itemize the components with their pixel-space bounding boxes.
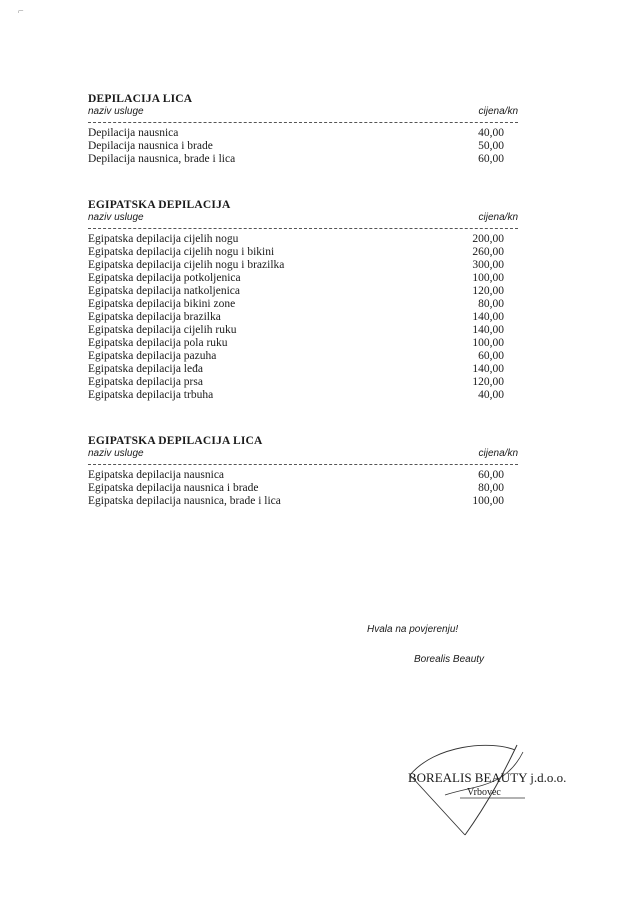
service-price: 100,00 <box>472 337 504 349</box>
service-name: Egipatska depilacija bikini zone <box>88 298 236 310</box>
column-header <box>88 448 518 460</box>
price-section <box>88 92 518 166</box>
service-price: 80,00 <box>478 298 504 310</box>
service-name: Depilacija nausnica, brade i lica <box>88 153 236 165</box>
service-price: 200,00 <box>472 233 504 245</box>
service-row <box>88 127 518 140</box>
service-price: 60,00 <box>478 469 504 481</box>
column-header <box>88 106 518 118</box>
service-name: Egipatska depilacija nausnica <box>88 469 225 481</box>
service-name: Depilacija nausnica i brade <box>88 140 213 152</box>
service-row <box>88 298 518 311</box>
service-price: 140,00 <box>472 311 504 323</box>
thanks-note: Hvala na povjerenju! <box>367 624 459 635</box>
service-row <box>88 337 518 350</box>
service-price: 140,00 <box>472 363 504 375</box>
service-row <box>88 285 518 298</box>
service-row <box>88 469 518 482</box>
stamp-company: BOREALIS BEAUTY j.d.o.o. <box>408 770 567 785</box>
service-column-label: naziv usluge <box>88 106 144 117</box>
service-row <box>88 495 518 508</box>
service-name: Egipatska depilacija pazuha <box>88 350 217 362</box>
service-row <box>88 482 518 495</box>
section-title: EGIPATSKA DEPILACIJA LICA <box>88 435 263 447</box>
service-name: Egipatska depilacija leđa <box>88 363 203 375</box>
section-title: EGIPATSKA DEPILACIJA <box>88 199 231 211</box>
service-price: 40,00 <box>478 127 504 139</box>
service-price: 120,00 <box>472 285 504 297</box>
service-row <box>88 259 518 272</box>
service-row <box>88 233 518 246</box>
divider <box>88 122 518 123</box>
service-price: 60,00 <box>478 350 504 362</box>
service-row <box>88 311 518 324</box>
service-row <box>88 140 518 153</box>
service-name: Egipatska depilacija nausnica, brade i lica <box>88 495 281 507</box>
service-row <box>88 350 518 363</box>
service-row <box>88 376 518 389</box>
service-row <box>88 153 518 166</box>
service-price: 300,00 <box>472 259 504 271</box>
service-row <box>88 246 518 259</box>
service-price: 100,00 <box>472 495 504 507</box>
service-name: Egipatska depilacija cijelih nogu <box>88 233 239 245</box>
service-price: 60,00 <box>478 153 504 165</box>
service-price: 120,00 <box>472 376 504 388</box>
scan-mark: ⌐ <box>18 6 24 17</box>
service-name: Egipatska depilacija trbuha <box>88 389 214 401</box>
service-name: Egipatska depilacija cijelih nogu i brazilka <box>88 259 285 271</box>
price-section <box>88 198 518 402</box>
service-price: 50,00 <box>478 140 504 152</box>
divider <box>88 228 518 229</box>
service-row <box>88 272 518 285</box>
company-signoff: Borealis Beauty <box>414 654 485 665</box>
price-column-label: cijena/kn <box>478 448 518 459</box>
price-column-label: cijena/kn <box>478 106 518 117</box>
service-row <box>88 389 518 402</box>
service-row <box>88 324 518 337</box>
service-name: Egipatska depilacija prsa <box>88 376 203 388</box>
service-name: Egipatska depilacija cijelih ruku <box>88 324 237 336</box>
service-name: Egipatska depilacija potkoljenica <box>88 272 241 284</box>
service-name: Egipatska depilacija nausnica i brade <box>88 482 259 494</box>
service-name: Egipatska depilacija brazilka <box>88 311 221 323</box>
service-name: Depilacija nausnica <box>88 127 179 139</box>
section-title: DEPILACIJA LICA <box>88 93 193 105</box>
service-column-label: naziv usluge <box>88 448 144 459</box>
service-name: Egipatska depilacija natkoljenica <box>88 285 240 297</box>
service-name: Egipatska depilacija cijelih nogu i bikini <box>88 246 275 258</box>
service-price: 260,00 <box>472 246 504 258</box>
divider <box>88 464 518 465</box>
service-price: 40,00 <box>478 389 504 401</box>
service-price: 80,00 <box>478 482 504 494</box>
stamp-town: Vrbovec <box>467 787 501 798</box>
service-name: Egipatska depilacija pola ruku <box>88 337 228 349</box>
service-column-label: naziv usluge <box>88 212 144 223</box>
price-section <box>88 434 518 508</box>
service-price: 100,00 <box>472 272 504 284</box>
service-row <box>88 363 518 376</box>
price-column-label: cijena/kn <box>478 212 518 223</box>
column-header <box>88 212 518 224</box>
service-price: 140,00 <box>472 324 504 336</box>
